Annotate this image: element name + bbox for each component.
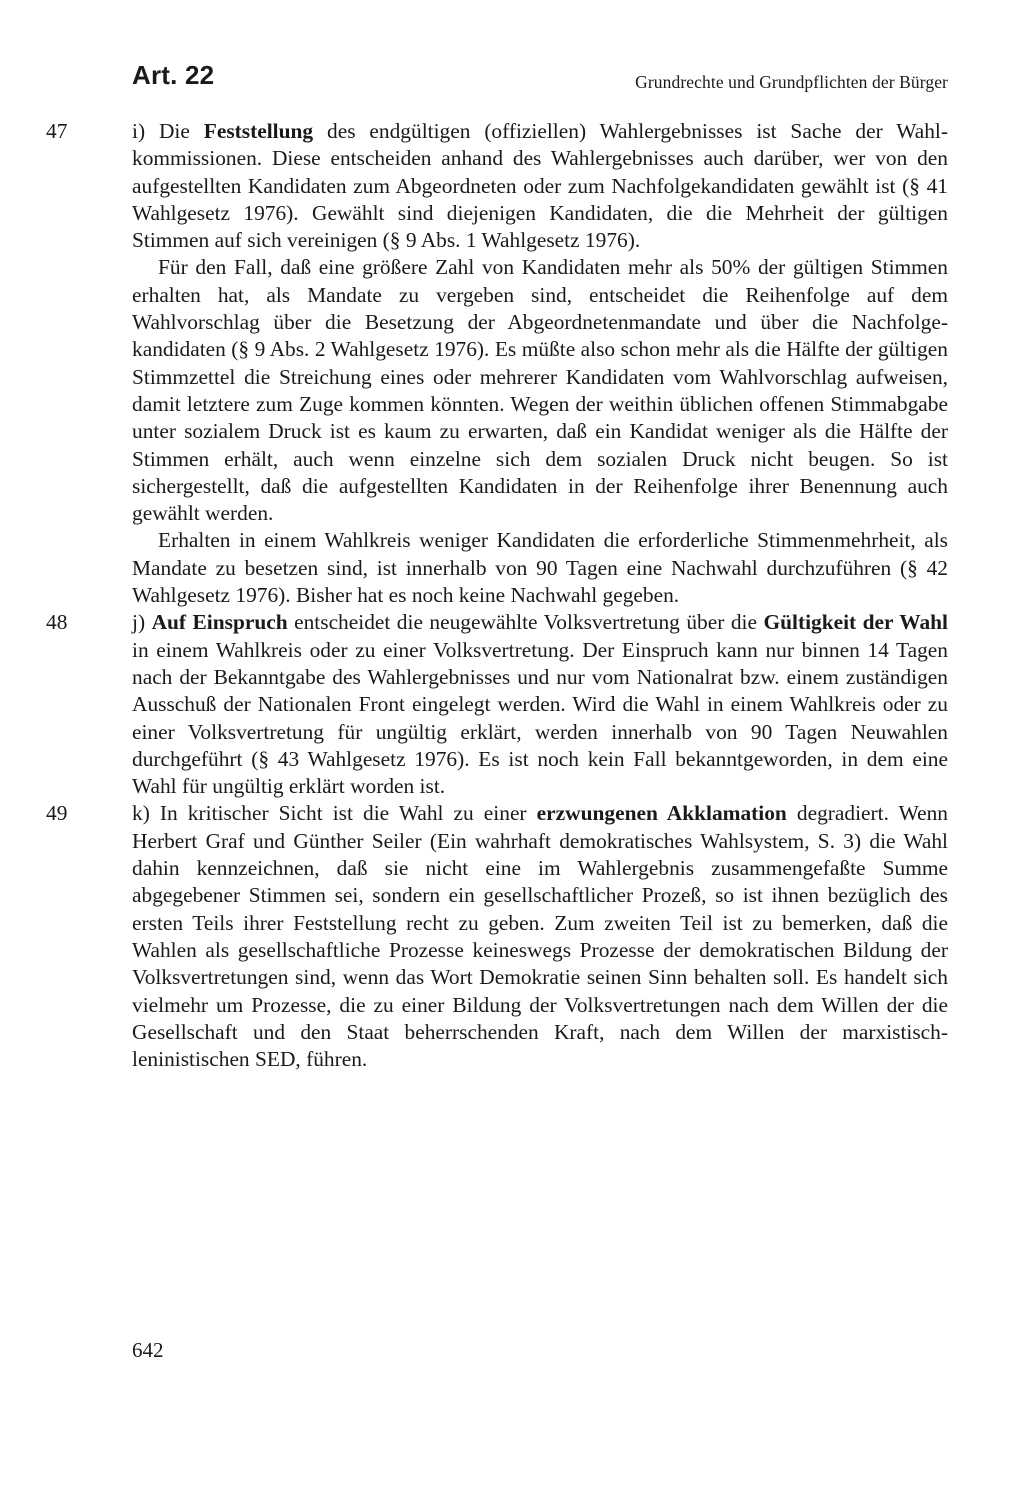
bold-term: Auf Einspruch	[151, 610, 288, 635]
bold-term: Feststellung	[203, 119, 314, 143]
paragraph-text	[132, 119, 948, 252]
bold-term: erzwungenen Akklamation	[536, 801, 787, 826]
margin-number: 48	[46, 610, 68, 635]
text-run: degradiert. Wenn Herbert Graf und Günther Seiler (Ein wahrhaft demokratisches Wahlsystem, S. 3) die Wahl dahin kennzeichnen, daß sie nicht eine im Wahlergebnis zusammengefaßte Summe abgegebener Stimmen sei, sondern ein gesellschaftlicher Prozeß, so ist ihnen bezüglich des ersten Teils ihrer Feststellung recht zu geben. Zum zweiten Teil ist zu bemerken, daß die Wahlen als gesellschaftliche Prozesse keineswegs Prozesse der demokratischen Bildung der Volksvertretungen sind, wenn das Wort Demokratie seinen Sinn behalten soll. Es handelt sich vielmehr um Prozesse, die zu einer Bildung der Volksvertretungen nach dem Willen der die Gesellschaft und den Staat beherrschenden Kraft, nach dem Willen der marxistisch-leninistischen SED, führen.	[132, 801, 949, 1072]
text-run: i) Die	[132, 119, 204, 143]
margin-number: 47	[46, 119, 68, 143]
paragraph-47	[46, 118, 948, 254]
text-run: j)	[132, 610, 152, 635]
paragraph-47-cont-1	[132, 254, 948, 527]
paragraph-text	[132, 801, 948, 1071]
paragraph-48	[46, 609, 948, 800]
running-title: Grundrechte und Grundpflichten der Bürger	[635, 72, 948, 92]
paragraph-49	[46, 800, 949, 1073]
paragraph-text	[132, 610, 948, 798]
text-run: Für den Fall, daß eine größere Zahl von Kandidaten mehr als 50% der gültigen Stimmen erhalten hat, als Mandate zu vergeben sind, entscheidet die Reihenfolge auf dem Wahlvorschlag über die Besetzung der Abgeordnetenmandate und über die Nachfolgekandidaten (§ 9 Abs. 2 Wahlgesetz 1976). Es müßte also schon mehr als die Hälfte der gültigen Stimmzettel die Streichung eines oder mehrerer Kandidaten vom Wahlvorschlag aufweisen, damit letztere zum Zuge kommen könnten. Wegen der weithin üblichen offenen Stimmabgabe unter sozialem Druck ist es kaum zu erwarten, daß ein Kandidat weniger als die Hälfte der Stimmen erhält, auch wenn einzelne sich dem sozialen Druck nicht beugen. So ist sichergestellt, daß die aufgestellten Kandidaten in der Reihenfolge ihrer Benennung auch gewählt werden.	[132, 255, 948, 526]
bold-term: Gültigkeit der Wahl	[763, 610, 948, 635]
text-run: des endgültigen (offiziellen) Wahlergebnisses ist Sache der Wahlkommissionen. Diese entscheiden anhand des Wahlergebnisses auch darüber, wer von den aufgestellten Kandidaten zum Abgeordneten oder zum Nachfolgekandidaten gewählt ist (§ 41 Wahlgesetz 1976). Gewählt sind diejenigen Kandidaten, die die Mehrheit der gültigen Stimmen auf sich vereinigen (§ 9 Abs. 1 Wahlgesetz 1976).	[132, 119, 948, 253]
article-heading: Art. 22	[132, 60, 215, 90]
page-number: 642	[132, 1338, 164, 1362]
text-run: entscheidet die neugewählte Volksvertretung über die	[287, 610, 764, 635]
body-text	[46, 118, 949, 1073]
paragraph-47-cont-2	[132, 527, 948, 609]
margin-number: 49	[46, 801, 68, 826]
text-run: in einem Wahlkreis oder zu einer Volksvertretung. Der Einspruch kann nur binnen 14 Tagen nach der Bekanntgabe des Wahlergebnisses und nur vom Nationalrat bzw. einem zuständigen Ausschuß der Nationalen Front eingelegt werden. Wird die Wahl in einem Wahlkreis oder zu einer Volksvertretung für ungültig erklärt, werden innerhalb von 90 Tagen Neuwahlen durchgeführt (§ 43 Wahlgesetz 1976). Es ist noch kein Fall bekanntgeworden, in dem eine Wahl für ungültig erklärt worden ist.	[132, 637, 948, 799]
text-run: Erhalten in einem Wahlkreis weniger Kandidaten die erforderliche Stimmenmehrheit, als Mandate zu besetzen sind, ist innerhalb von 90 Tagen eine Nachwahl durchzuführen (§ 42 Wahlgesetz 1976). Bisher hat es noch keine Nachwahl gegeben.	[132, 528, 948, 608]
text-run: k) In kritischer Sicht ist die Wahl zu einer	[132, 801, 537, 826]
